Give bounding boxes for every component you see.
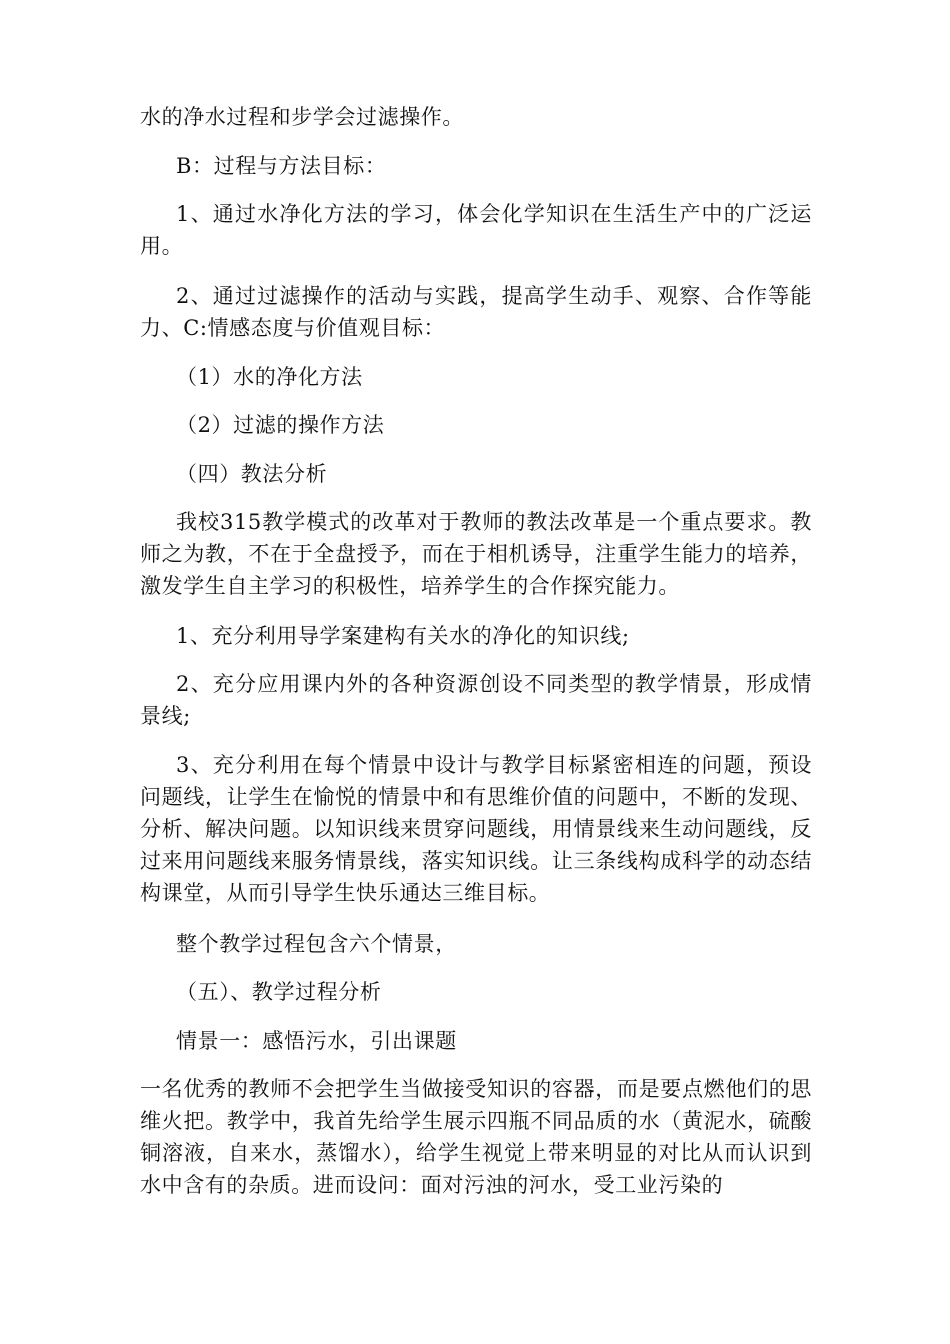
paragraph-15: 一名优秀的教师不会把学生当做接受知识的容器，而是要点燃他们的思维火把。教学中，我首先给学生展示四瓶不同品质的水（黄泥水，硫酸铜溶液，自来水，蒸馏水），给学生视觉上带来明显的对比从而认识到水中含有的杂质。进而设问：面对污浊的河水，受工业污染的 bbox=[140, 1077, 812, 1197]
paragraph-1: 水的净水过程和步学会过滤操作。 bbox=[140, 105, 464, 129]
paragraph-13: （五）、教学过程分析 bbox=[176, 980, 382, 1004]
paragraph-5: （1）水的净化方法 bbox=[176, 365, 363, 389]
paragraph-10: 2、充分应用课内外的各种资源创设不同类型的教学情景，形成情景线; bbox=[140, 672, 812, 728]
paragraph-14: 情景一：感悟污水，引出课题 bbox=[176, 1029, 457, 1053]
paragraph-11: 3、充分利用在每个情景中设计与教学目标紧密相连的问题，预设问题线，让学生在愉悦的情景中和有思维价值的问题中，不断的发现、分析、解决问题。以知识线来贯穿问题线，用情景线来生动问题线，反过来用问题线来服务情景线，落实知识线。让三条线构成科学的动态结构课堂，从而引导学生快乐通达三维目标。 bbox=[140, 753, 812, 905]
paragraph-9: 1、充分利用导学案建构有关水的净化的知识线; bbox=[176, 624, 630, 648]
paragraph-4: 2、通过过滤操作的活动与实践，提高学生动手、观察、合作等能力、C:情感态度与价值观目标： bbox=[140, 284, 812, 340]
paragraph-2: B：过程与方法目标： bbox=[176, 154, 387, 178]
paragraph-6: （2）过滤的操作方法 bbox=[176, 413, 385, 437]
paragraph-3: 1、通过水净化方法的学习，体会化学知识在生活生产中的广泛运用。 bbox=[140, 202, 812, 258]
paragraph-12: 整个教学过程包含六个情景， bbox=[176, 932, 457, 956]
paragraph-8: 我校315教学模式的改革对于教师的教法改革是一个重点要求。教师之为教，不在于全盘授予，而在于相机诱导，注重学生能力的培养，激发学生自主学习的积极性，培养学生的合作探究能力。 bbox=[140, 510, 812, 598]
paragraph-7: （四）教法分析 bbox=[176, 462, 328, 486]
